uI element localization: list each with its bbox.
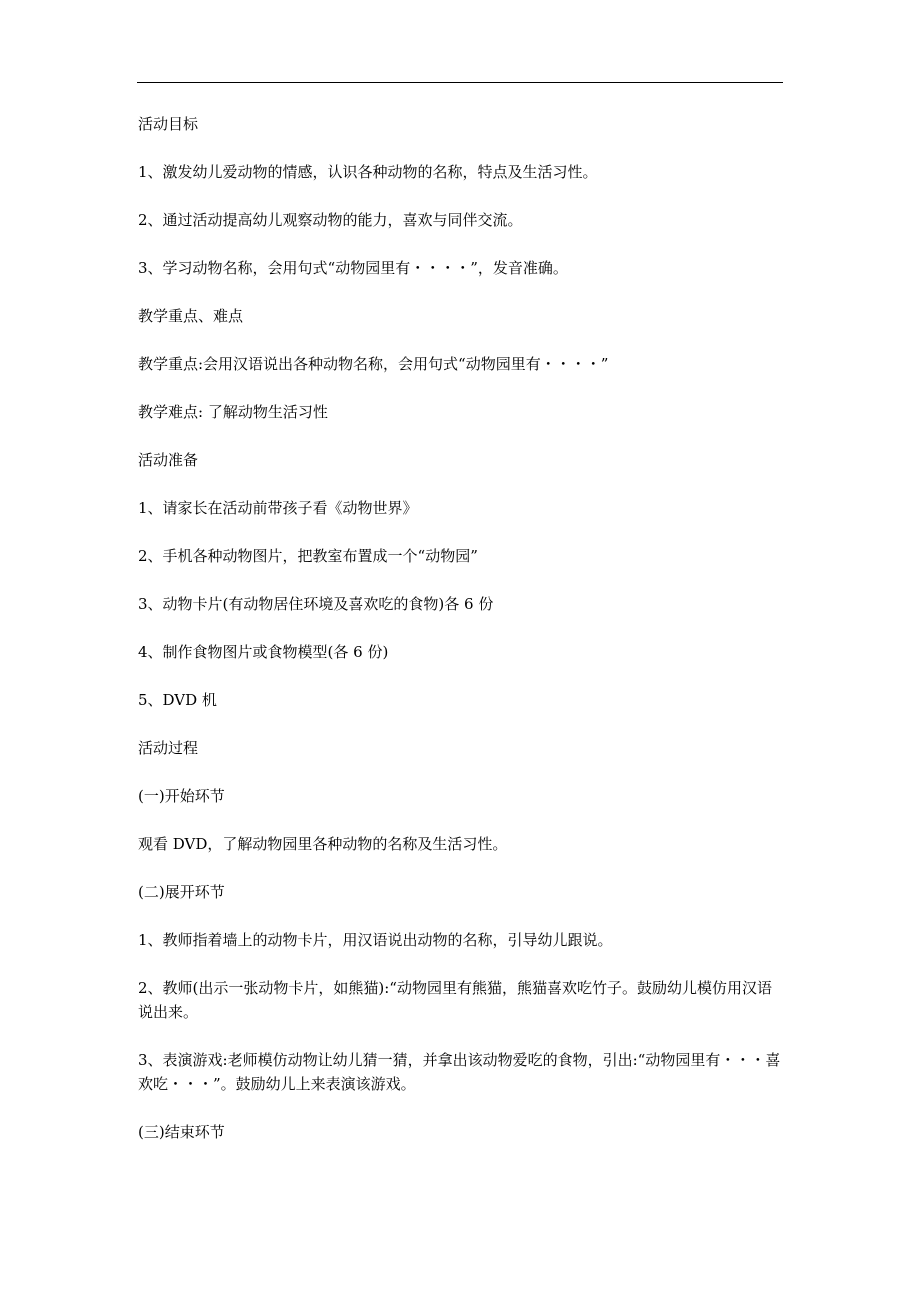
difficult-point: 教学难点: 了解动物生活习性 [138,403,328,421]
start-stage-text: 观看 DVD，了解动物园里各种动物的名称及生活习性。 [138,835,508,853]
prep-item-5: 5、DVD 机 [138,691,217,709]
prep-item-4: 4、制作食物图片或食物模型(各 6 份) [138,643,389,661]
header-rule [137,82,783,83]
document-body [138,112,784,1168]
goal-item-1: 1、激发幼儿爱动物的情感，认识各种动物的名称，特点及生活习性。 [138,163,598,181]
prep-item-3: 3、动物卡片(有动物居住环境及喜欢吃的食物)各 6 份 [138,595,494,613]
stage-heading-develop: (二)展开环节 [138,883,225,901]
develop-item-3: 3、表演游戏:老师模仿动物让幼儿猜一猜，并拿出该动物爱吃的食物，引出:“动物园里有・・・喜欢吃・・・”。鼓励幼儿上来表演该游戏。 [138,1051,781,1093]
section-heading-goals: 活动目标 [138,115,199,133]
goal-item-2: 2、通过活动提高幼儿观察动物的能力，喜欢与同伴交流。 [138,211,523,229]
develop-item-2: 2、教师(出示一张动物卡片，如熊猫):“动物园里有熊猫，熊猫喜欢吃竹子。鼓励幼儿模仿用汉语说出来。 [138,979,772,1021]
stage-heading-start: (一)开始环节 [138,787,225,805]
section-heading-key-points: 教学重点、难点 [138,307,244,325]
section-heading-process: 活动过程 [138,739,199,757]
section-heading-preparation: 活动准备 [138,451,199,469]
prep-item-2: 2、手机各种动物图片，把教室布置成一个“动物园” [138,547,478,565]
key-point: 教学重点:会用汉语说出各种动物名称，会用句式“动物园里有・・・・” [138,355,609,373]
stage-heading-end: (三)结束环节 [138,1123,225,1141]
goal-item-3: 3、学习动物名称，会用句式“动物园里有・・・・”，发音准确。 [138,259,568,277]
develop-item-1: 1、教师指着墙上的动物卡片，用汉语说出动物的名称，引导幼儿跟说。 [138,931,613,949]
prep-item-1: 1、请家长在活动前带孩子看《动物世界》 [138,499,418,517]
